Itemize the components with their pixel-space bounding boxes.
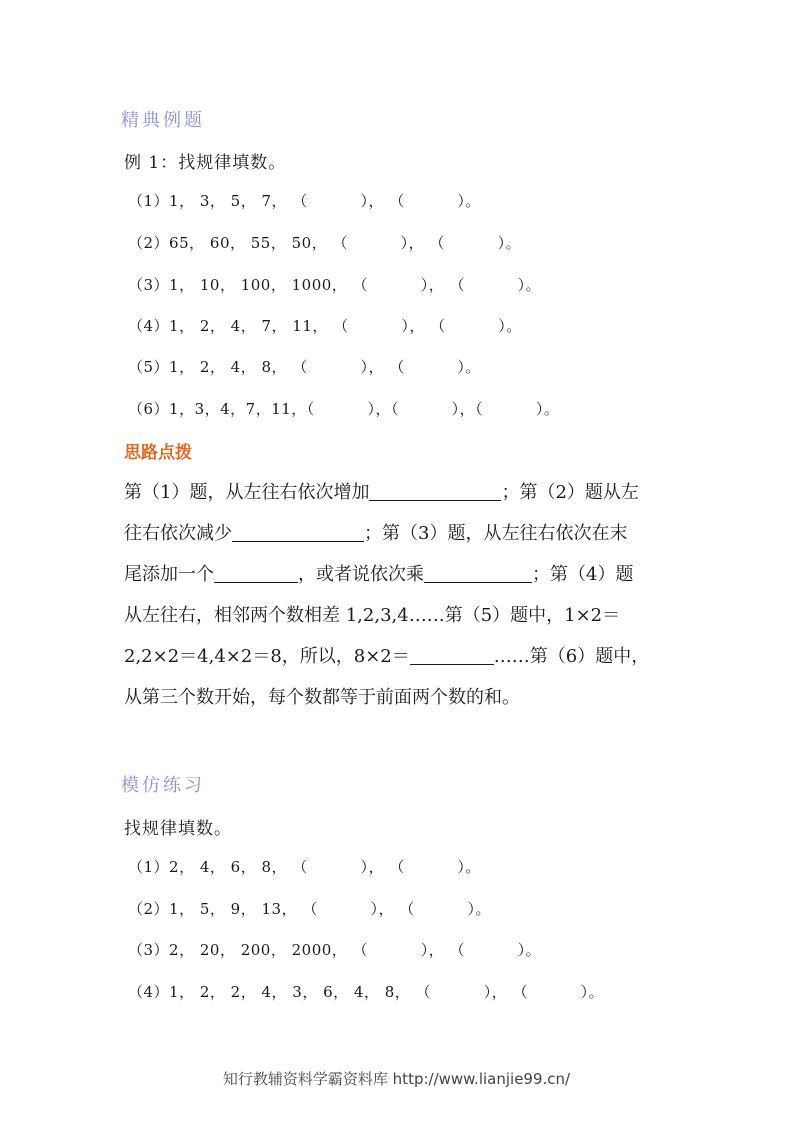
example-question: （4）1， 2， 4， 7， 11， （ ）， （ ）。 xyxy=(128,317,522,335)
answer-blank xyxy=(369,480,501,501)
practice-lead: 找规律填数。 xyxy=(124,819,232,839)
hint-text: ；第（3）题，从左往右依次在末 xyxy=(364,523,628,544)
practice-section-title: 模仿练习 xyxy=(121,775,205,796)
hint-text: ……第（6）题中， xyxy=(493,646,650,667)
example-question: （3）1， 10， 100， 1000， （ ）， （ ）。 xyxy=(128,276,542,294)
practice-question: （4）1， 2， 2， 4， 3， 6， 4， 8， （ ）， （ ）。 xyxy=(128,983,605,1001)
hint-paragraph xyxy=(124,472,672,718)
hint-text: 往右依次减少 xyxy=(124,523,232,544)
hint-text: ；第（4）题 xyxy=(532,564,634,585)
example-question: （6）1，3，4，7，11，（ ），（ ），（ ）。 xyxy=(128,400,560,418)
hint-text: 2,2×2＝4,4×2＝8，所以，8×2＝ xyxy=(124,646,410,667)
hint-line xyxy=(124,513,672,554)
hint-text: ，或者说依次乘 xyxy=(298,564,424,585)
footer-source-text: 知行教辅资料学霸资料库 http://www.lianjie99.cn/ xyxy=(222,1070,571,1088)
answer-blank xyxy=(410,644,494,665)
hint-line xyxy=(124,595,672,636)
example-lead: 例 1：找规律填数。 xyxy=(124,153,287,173)
hint-text: 尾添加一个 xyxy=(124,564,214,585)
practice-question: （3）2， 20， 200， 2000， （ ）， （ ）。 xyxy=(128,941,542,959)
hint-section-title: 思路点拨 xyxy=(124,443,192,463)
answer-blank xyxy=(232,521,364,542)
answer-blank xyxy=(424,562,532,583)
practice-question: （1）2， 4， 6， 8， （ ）， （ ）。 xyxy=(128,858,481,876)
example-section-title: 精典例题 xyxy=(121,110,205,131)
hint-text: 从左往右，相邻两个数相差 1,2,3,4……第（5）题中，1×2＝ xyxy=(124,605,621,626)
hint-line xyxy=(124,554,672,595)
hint-line xyxy=(124,677,672,718)
example-question: （2）65， 60， 55， 50， （ ）， （ ）。 xyxy=(128,234,522,252)
hint-text: 从第三个数开始，每个数都等于前面两个数的和。 xyxy=(124,687,520,708)
example-question: （5）1， 2， 4， 8， （ ）， （ ）。 xyxy=(128,358,481,376)
hint-line xyxy=(124,636,672,677)
hint-text: ；第（2）题从左 xyxy=(501,482,639,503)
hint-text: 第（1）题，从左往右依次增加 xyxy=(124,482,370,503)
practice-question: （2）1， 5， 9， 13， （ ）， （ ）。 xyxy=(128,900,491,918)
example-question: （1）1， 3， 5， 7， （ ）， （ ）。 xyxy=(128,192,481,210)
answer-blank xyxy=(214,562,298,583)
hint-line xyxy=(124,472,672,513)
